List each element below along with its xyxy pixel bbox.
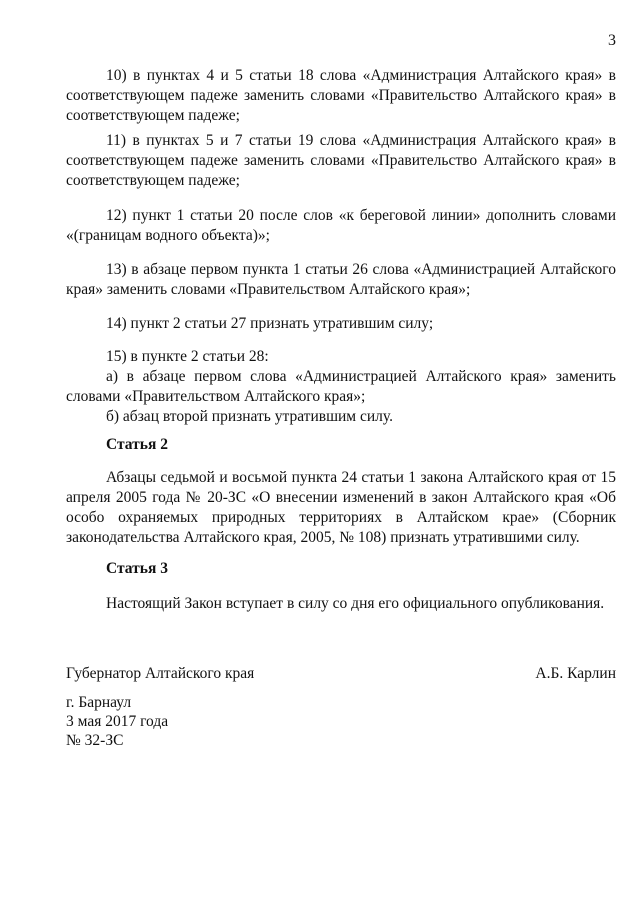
item-15-b: б) абзац второй признать утратившим силу.: [106, 408, 393, 425]
article-2-heading: Статья 2: [106, 436, 168, 453]
item-12-text: 12) пункт 1 статьи 20 после слов «к береговой линии» дополнить словами «(границам водного объекта)»;: [66, 207, 616, 244]
item-14-text: 14) пункт 2 статьи 27 признать утратившим силу;: [106, 315, 434, 332]
item-15-a: а) в абзаце первом слова «Администрацией Алтайского края» заменить словами «Правительством Алтайского края»;: [66, 368, 616, 405]
city: г. Барнаул: [66, 694, 132, 711]
item-15: [66, 347, 616, 427]
article-2: [66, 468, 616, 548]
item-11-text: 11) в пунктах 5 и 7 статьи 19 слова «Администрация Алтайского края» в соответствующем падеже заменить словами «Правительство Алтайского края» в соответствующем падеже;: [66, 132, 616, 189]
article-3-heading: Статья 3: [106, 560, 168, 577]
article-3: [66, 594, 616, 614]
place-date-block: [66, 693, 168, 750]
page-number: 3: [608, 32, 616, 49]
date: 3 мая 2017 года: [66, 713, 169, 730]
article-3-text: Настоящий Закон вступает в силу со дня его официального опубликования.: [106, 595, 605, 612]
item-13: [66, 260, 616, 300]
item-10: [66, 66, 616, 126]
item-14: [66, 314, 616, 334]
item-12: [66, 206, 616, 246]
signatory-name: А.Б. Карлин: [535, 665, 616, 682]
law-number: № 32-ЗС: [66, 732, 124, 749]
signatory-position: Губернатор Алтайского края: [66, 665, 255, 682]
item-10-text: 10) в пунктах 4 и 5 статьи 18 слова «Администрация Алтайского края» в соответствующем падеже заменить словами «Правительство Алтайского края» в соответствующем падеже;: [66, 67, 616, 124]
article-2-text: Абзацы седьмой и восьмой пункта 24 статьи 1 закона Алтайского края от 15 апреля 2005 года № 20-ЗС «О внесении изменений в закон Алтайского края «Об особо охраняемых природных территориях в Алтайском крае» (Сборник законодательства Алтайского края, 2005, № 108) признать утратившими силу.: [66, 469, 616, 546]
signature-row: [66, 665, 616, 683]
item-15-intro: 15) в пункте 2 статьи 28:: [106, 348, 269, 365]
item-11: [66, 131, 616, 191]
item-13-text: 13) в абзаце первом пункта 1 статьи 26 слова «Администрацией Алтайского края» заменить словами «Правительством Алтайского края»;: [66, 261, 616, 298]
